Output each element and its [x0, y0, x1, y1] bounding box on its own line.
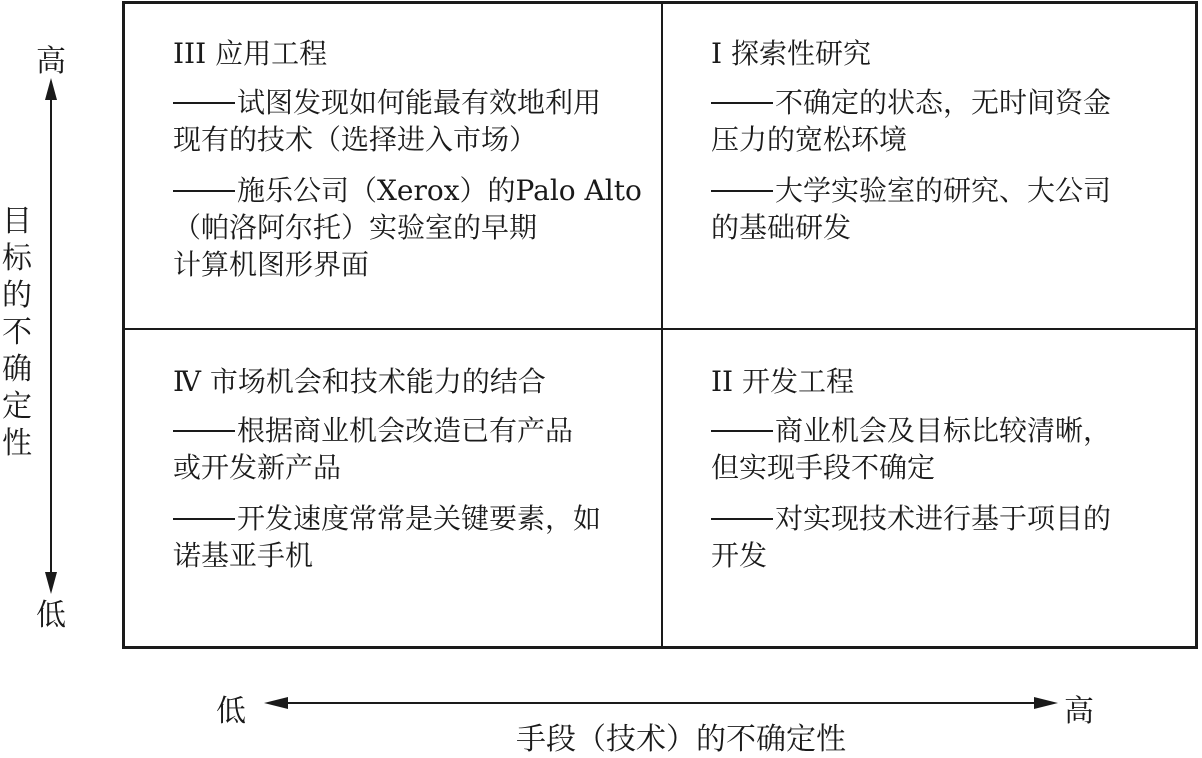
x-axis-arrow	[264, 697, 1058, 709]
x-axis-title: 手段（技术）的不确定性	[516, 722, 846, 757]
y-axis-title-char: 不	[2, 315, 32, 350]
quadrant-item	[711, 500, 1181, 574]
item-line: 或开发新产品	[173, 451, 342, 484]
item-line: 压力的宽松环境	[711, 123, 908, 156]
vertical-divider	[661, 4, 663, 646]
y-axis-title-char: 性	[2, 426, 32, 461]
dash-marker	[173, 190, 235, 192]
dash-marker	[711, 102, 773, 104]
quadrant-item	[173, 84, 653, 158]
item-line: 对实现技术进行基于项目的	[775, 502, 1112, 535]
quadrant-applied-engineering	[173, 34, 653, 297]
item-line: 开发	[711, 539, 768, 572]
quadrant-item	[711, 84, 1181, 158]
item-line: 试图发现如何能最有效地利用	[237, 86, 602, 119]
item-line: （帕洛阿尔托）实验室的早期	[173, 211, 538, 244]
quadrant-title: I 探索性研究	[711, 37, 871, 70]
y-axis-arrow	[45, 78, 57, 594]
quadrant-item	[173, 412, 653, 486]
quadrant-matrix	[122, 1, 1198, 649]
dash-marker	[173, 430, 235, 432]
item-line: 诺基亚手机	[173, 539, 314, 572]
quadrant-title: Ⅳ 市场机会和技术能力的结合	[173, 365, 546, 398]
item-line: 开发速度常常是关键要素，如	[237, 502, 602, 535]
item-line: 大学实验室的研究、大公司	[775, 174, 1112, 207]
y-axis-title	[0, 203, 34, 462]
dash-marker	[173, 102, 235, 104]
item-line: 不确定的状态，无时间资金	[775, 86, 1112, 119]
quadrant-item	[173, 500, 653, 574]
quadrant-item	[711, 412, 1181, 486]
y-axis-title-char: 定	[2, 389, 32, 424]
item-line: 但实现手段不确定	[711, 451, 936, 484]
quadrant-market-technology-fit	[173, 362, 653, 588]
item-line: 根据商业机会改造已有产品	[237, 414, 574, 447]
y-axis-high-label: 高	[36, 44, 66, 79]
dash-marker	[173, 518, 235, 520]
y-axis-title-char: 标	[2, 241, 32, 276]
dash-marker	[711, 430, 773, 432]
y-axis-title-char: 的	[2, 278, 32, 313]
quadrant-development-engineering	[711, 362, 1181, 588]
y-axis-low-label: 低	[36, 598, 66, 633]
horizontal-divider	[125, 328, 1195, 330]
item-line: 商业机会及目标比较清晰，	[775, 414, 1112, 447]
x-axis-low-label: 低	[216, 694, 246, 729]
dash-marker	[711, 518, 773, 520]
item-line: 现有的技术（选择进入市场）	[173, 123, 538, 156]
x-axis-high-label: 高	[1064, 694, 1094, 729]
quadrant-title: III 应用工程	[173, 37, 328, 70]
quadrant-title: II 开发工程	[711, 365, 855, 398]
item-line: 的基础研发	[711, 211, 852, 244]
dash-marker	[711, 190, 773, 192]
y-axis-title-char: 确	[2, 352, 32, 387]
y-axis-title-char: 目	[2, 204, 32, 239]
item-line: 计算机图形界面	[173, 248, 370, 281]
quadrant-exploratory-research	[711, 34, 1181, 260]
quadrant-item	[173, 172, 653, 283]
item-line: 施乐公司（Xerox）的Palo Alto	[237, 174, 642, 207]
quadrant-item	[711, 172, 1181, 246]
